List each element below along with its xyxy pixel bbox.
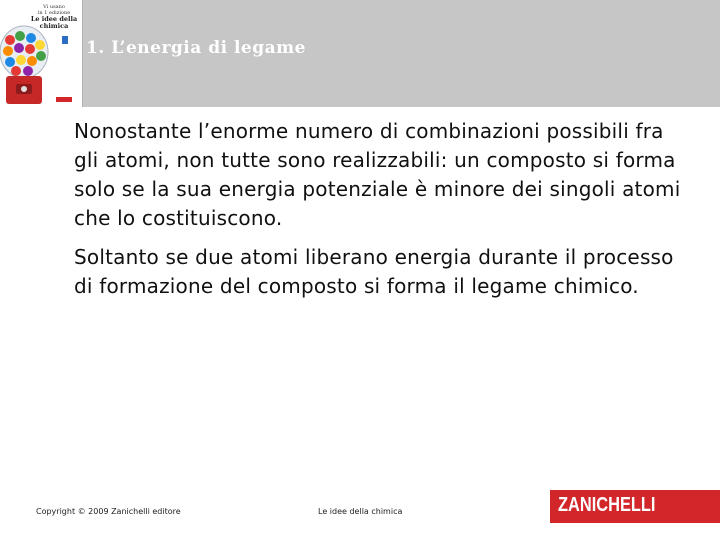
cover-title-line-2: chimica bbox=[39, 22, 69, 30]
book-cover-thumbnail bbox=[0, 0, 83, 107]
body-paragraph-1: Nonostante l’enorme numero di combinazioni possibili fra gli atomi, non tutte sono realizzabili: un composto si forma solo se la sua energia potenziale è minore dei singoli atomi che lo costituiscono. bbox=[74, 119, 681, 230]
cover-title bbox=[30, 4, 78, 30]
footer-book-title: Le idee della chimica bbox=[318, 507, 403, 516]
slide-title: 1. L’energia di legame bbox=[86, 38, 306, 58]
cover-title-line-1: Le idee della bbox=[30, 15, 78, 23]
cover-line-2: in 1 edizione bbox=[37, 10, 71, 16]
logo-text: ZANICHELLI bbox=[558, 494, 656, 516]
cover-line-1: Vi usano bbox=[43, 4, 65, 10]
slide-body bbox=[74, 117, 694, 311]
zanichelli-logo bbox=[550, 490, 720, 523]
footer-copyright: Copyright © 2009 Zanichelli editore bbox=[36, 507, 181, 516]
publisher-mark-icon bbox=[62, 36, 68, 44]
cover-red-tag bbox=[56, 97, 72, 102]
body-paragraph-2: Soltanto se due atomi liberano energia durante il processo di formazione del composto si forma il legame chimico. bbox=[74, 245, 674, 298]
